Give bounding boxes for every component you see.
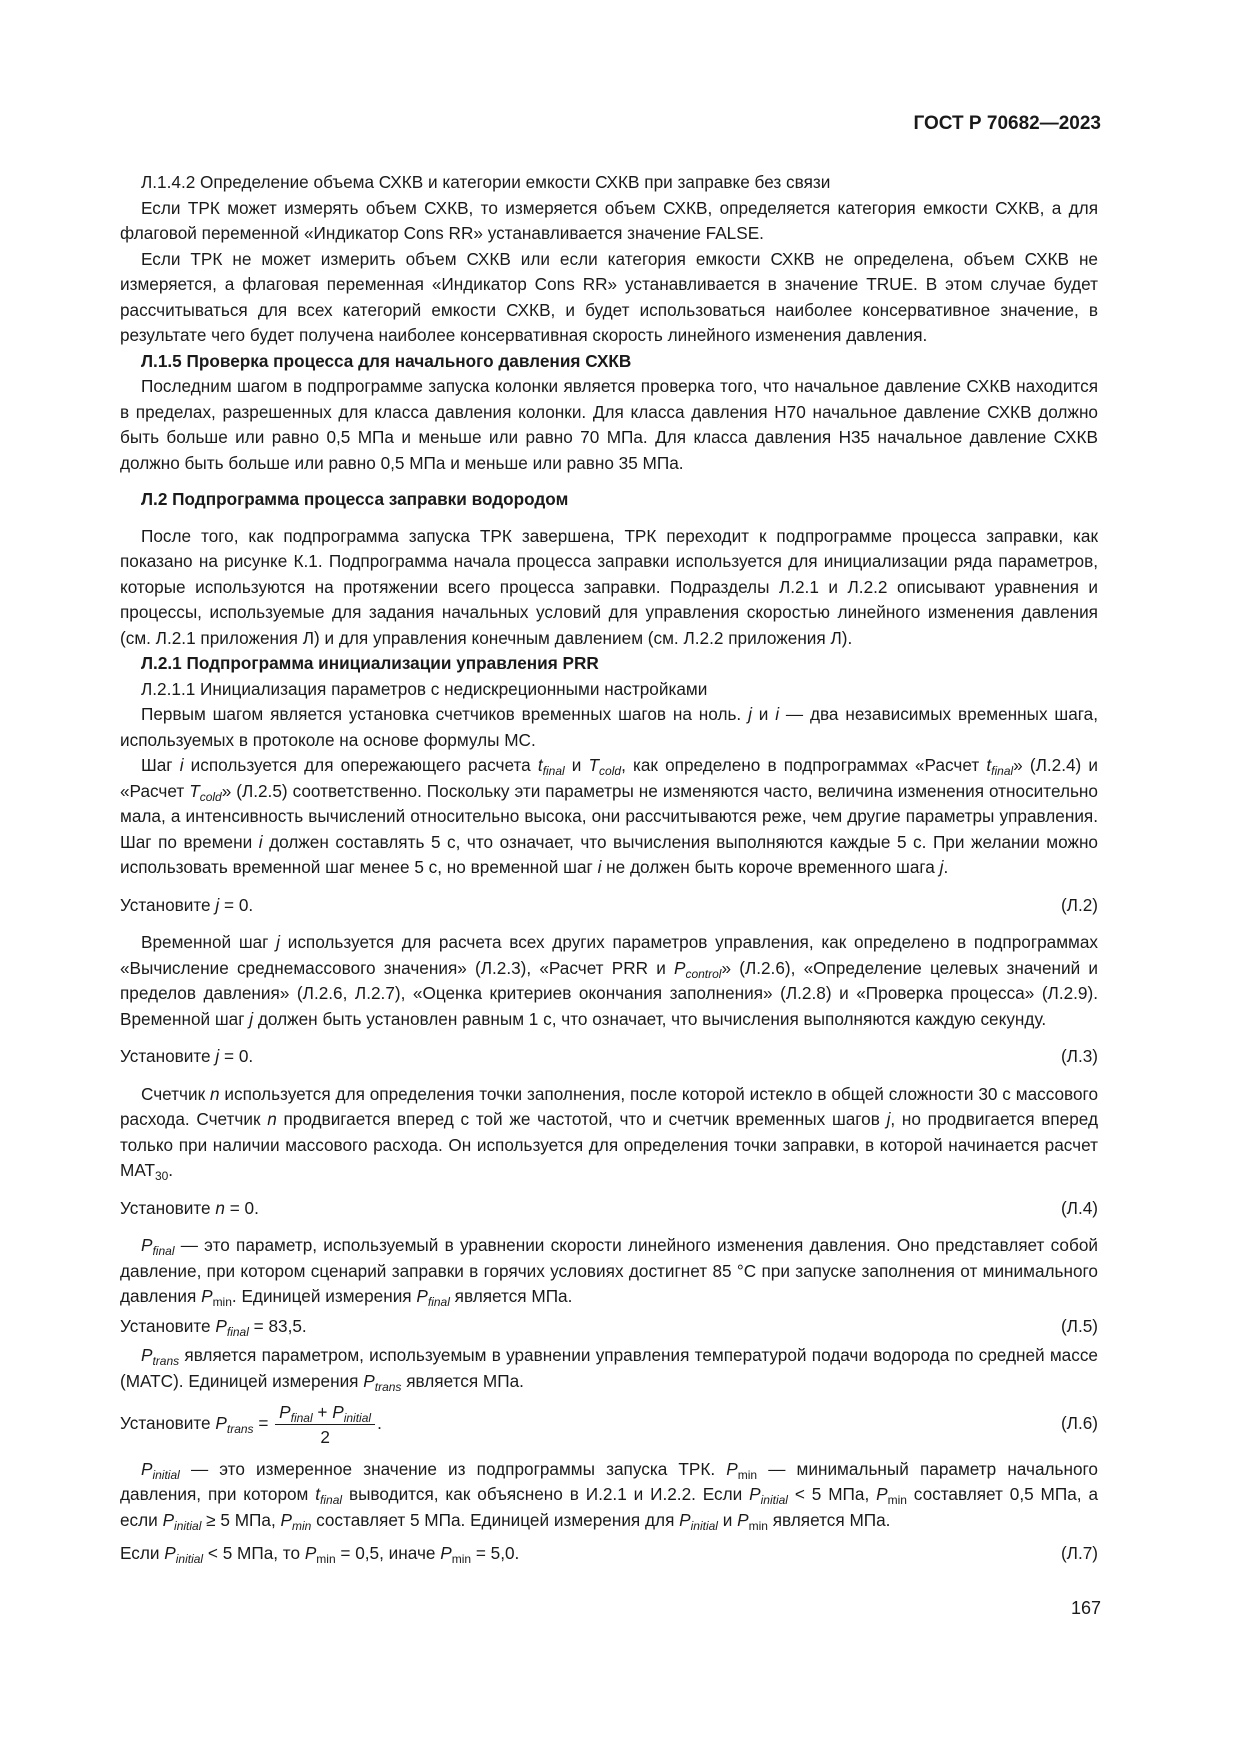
paragraph: Счетчик n используется для определения точки заполнения, после которой истекло в общей сложности 30 с массового расхода. Счетчик n продвигается вперед с той же частотой, что и счетчик временных шагов j, но продвигается вперед только при наличии массового расхода. Он используется для определения точки заправки, в которой начинается расчет $МАТ_{30}$. [120, 1083, 1099, 1183]
section-heading: Л.1.5 Проверка процесса для начального давления СХКВ [141, 350, 632, 371]
equation: Если $P_{initial} < 5$ МПа, то $P_{min} = 0,5$, иначе $P_{min} = 5,0$. (Л.7) [120, 1543, 1098, 1567]
paragraph: $P_{initial}$ — это измеренное значение из подпрограммы запуска ТРК. $P_{min}$ — минимальный параметр начального давления, при котором $t_{final}$ выводится, как объяснено в И.2.1 и И.2.2. Если $P_{initial} < 5$ МПа, $P_{min}$ составляет 0,5 МПа, а если $P_{initial} \ge 5$ МПа, $P_{min}$ составляет 5 МПа. Единицей измерения для $P_{initial}$ и $P_{min}$ является МПа. [120, 1458, 1099, 1533]
section-heading: Л.2.1 Подпрограмма инициализации управления PRR [141, 653, 599, 673]
document-header: ГОСТ Р 70682—2023 [913, 113, 1101, 134]
paragraph: Первым шагом является установка счетчиков временных шагов на ноль. j и i — два независимых временных шага, используемых в протоколе на основе формулы МС. [120, 704, 1098, 750]
equation: Установите j = 0. (Л.3) [120, 1044, 1098, 1070]
fraction: $\frac{P_{final} + P_{initial}}{2}$ [275, 1400, 375, 1449]
section-heading: Л.2 Подпрограмма процесса заправки водородом [141, 489, 569, 509]
equation-number: (Л.5) [1060, 1315, 1098, 1336]
equation: Установите $P_{final} = 83,5$. (Л.5) [120, 1315, 1098, 1339]
paragraph: Если ТРК может измерять объем СХКВ, то измеряется объем СХКВ, определяется категория емкости СХКВ, а для флаговой переменной «Индикатор Cons RR» устанавливается значение FALSE. [120, 197, 1098, 243]
page-number: 167 [1070, 1598, 1101, 1618]
paragraph: Если ТРК не может измерить объем СХКВ или если категория емкости СХКВ не определена, объем СХКВ не измеряется, а флаговая переменная «Индикатор Cons RR» устанавливается в значение TRUE. В этом случае будет рассчитываться для всех категорий емкости СХКВ, и будет использоваться наиболее консервативное значение, в результате чего будет получена наиболее консервативная скорость линейного изменения давления. [120, 248, 1098, 345]
equation: Установите j = 0. (Л.2) [120, 893, 1098, 919]
subsection-title: Л.1.4.2 Определение объема СХКВ и категории емкости СХКВ при заправке без связи [141, 172, 831, 192]
equation-number: (Л.2) [1060, 894, 1098, 915]
equation-number: (Л.4) [1060, 1197, 1098, 1218]
paragraph: Шаг i используется для опережающего расчета $t_{final}$ и $T_{cold}$, как определено в подпрограммах «Расчет $t_{final}$» (Л.2.4) и «Расчет $T_{cold}$» (Л.2.5) соответственно. Поскольку эти параметры не изменяются часто, величина изменения относительно мала, а интенсивность вычислений относительно высока, они рассчитываются реже, чем другие параметры управления. Шаг по времени i должен составлять 5 с, что означает, что вычисления выполняются каждые 5 с. При желании можно использовать временной шаг менее 5 с, но временной шаг i не должен быть короче временного шага j. [120, 755, 1098, 877]
paragraph: Последним шагом в подпрограмме запуска колонки является проверка того, что начальное давление СХКВ находится в пределах, разрешенных для класса давления колонки. Для класса давления Н70 начальное давление СХКВ должно быть больше или равно 0,5 МПа и меньше или равно 70 МПа. Для класса давления Н35 начальное давление СХКВ должно быть больше или равно 0,5 МПа и меньше или равно 35 МПа. [120, 376, 1098, 473]
equation-number: (Л.3) [1060, 1046, 1098, 1066]
document-body [120, 170, 1098, 1579]
paragraph: После того, как подпрограмма запуска ТРК завершена, ТРК переходит к подпрограмме процесса заправки, как показано на рисунке К.1. Подпрограмма начала процесса заправки используется для инициализации ряда параметров, которые используются на протяжении всего процесса заправки. Подразделы Л.2.1 и Л.2.2 описывают уравнения и процессы, используемые для задания начальных условий для управления скоростью линейного изменения давления (см. Л.2.1 приложения Л) и для управления конечным давлением (см. Л.2.2 приложения Л). [120, 525, 1098, 648]
paragraph: $P_{final}$ — это параметр, используемый в уравнении скорости линейного изменения давления. Оно представляет собой давление, при котором сценарий заправки в горячих условиях достигнет 85 °С при запуске заполнения от минимального давления $P_{min}$. Единицей измерения $P_{final}$ является МПа. [120, 1235, 1098, 1309]
paragraph: Временной шаг j используется для расчета всех других параметров управления, как определено в подпрограммах «Вычисление среднемассового значения» (Л.2.3), «Расчет PRR и $P_{control}$» (Л.2.6), «Определение целевых значений и пределов давления» (Л.2.6, Л.2.7), «Оценка критериев окончания заполнения» (Л.2.8) и «Проверка процесса» (Л.2.9). Временной шаг j должен быть установлен равным 1 с, что означает, что вычисления выполняются каждую секунду. [120, 932, 1098, 1029]
paragraph: $P_{trans}$ является параметром, используемым в уравнении управления температурой подачи водорода по средней массе (МАТС). Единицей измерения $P_{trans}$ является МПа. [120, 1345, 1098, 1394]
equation-number: (Л.7) [1060, 1543, 1098, 1564]
subsection-title: Л.2.1.1 Инициализация параметров с недискреционными настройками [141, 678, 708, 699]
equation: Установите $P_{trans}$ = $\frac{P_{final} + P_{initial}}{2}$ . (Л.6) [120, 1398, 1098, 1449]
equation: Установите n = 0. (Л.4) [120, 1196, 1098, 1222]
equation-number: (Л.6) [1060, 1413, 1098, 1433]
